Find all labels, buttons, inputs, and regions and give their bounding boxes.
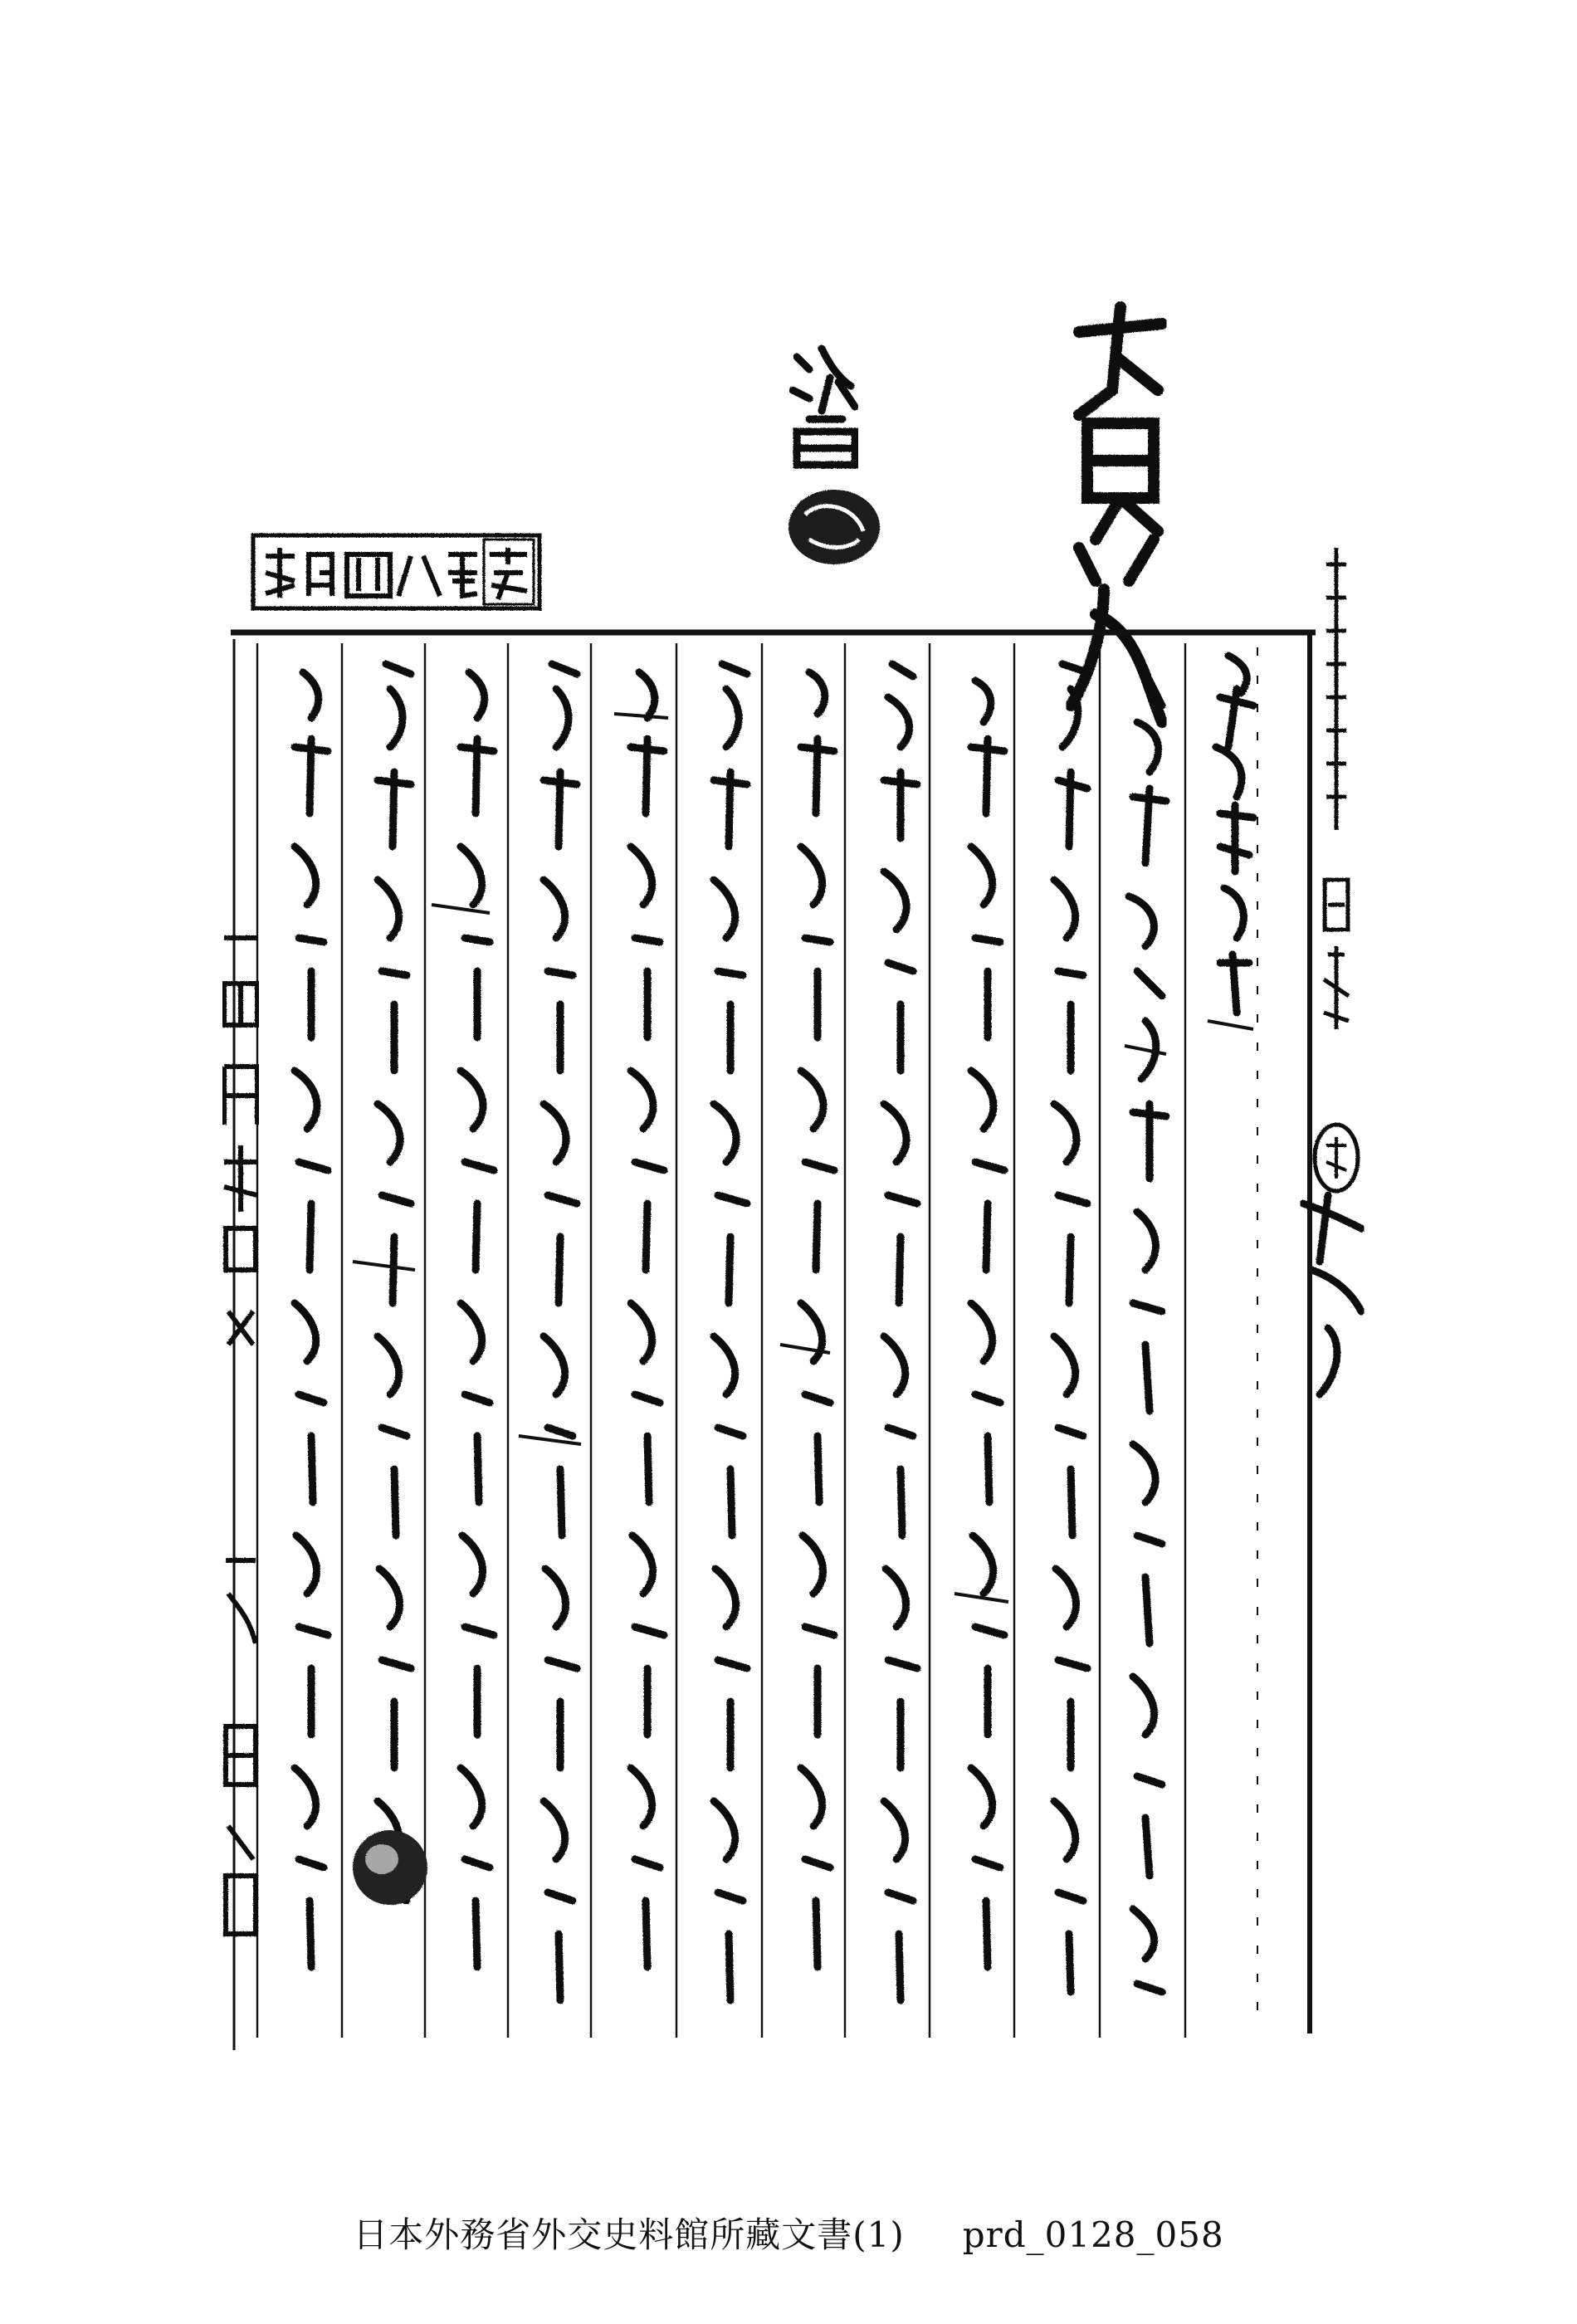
column-2	[1129, 681, 1166, 1992]
reference-number-stamp	[253, 535, 540, 608]
column-9	[544, 664, 577, 2000]
archive-caption	[0, 2208, 1577, 2258]
vice-minister-seal	[788, 490, 880, 564]
column-1	[1216, 656, 1253, 1013]
department-seal	[1315, 1125, 1358, 1191]
column-5	[884, 664, 917, 2000]
handwritten-body-text	[295, 656, 1253, 2000]
vice-minister-signature	[793, 349, 855, 465]
column-11	[378, 664, 411, 1901]
left-margin-print	[224, 938, 257, 1934]
receipt-date-annotation	[1324, 548, 1349, 1029]
column-8	[631, 672, 664, 1967]
column-4	[971, 681, 1004, 1967]
column-12	[295, 672, 328, 1967]
column-3	[1054, 664, 1087, 1992]
column-7	[714, 664, 747, 2000]
ink-stain	[353, 1830, 427, 1905]
minister-signature	[1071, 307, 1162, 722]
column-6	[801, 672, 834, 1967]
archive-name: 日本外務省外交史料館所藏文書(1)	[353, 2214, 905, 2255]
column-10	[461, 672, 494, 1967]
file-id: prd_0128_058	[962, 2214, 1224, 2255]
